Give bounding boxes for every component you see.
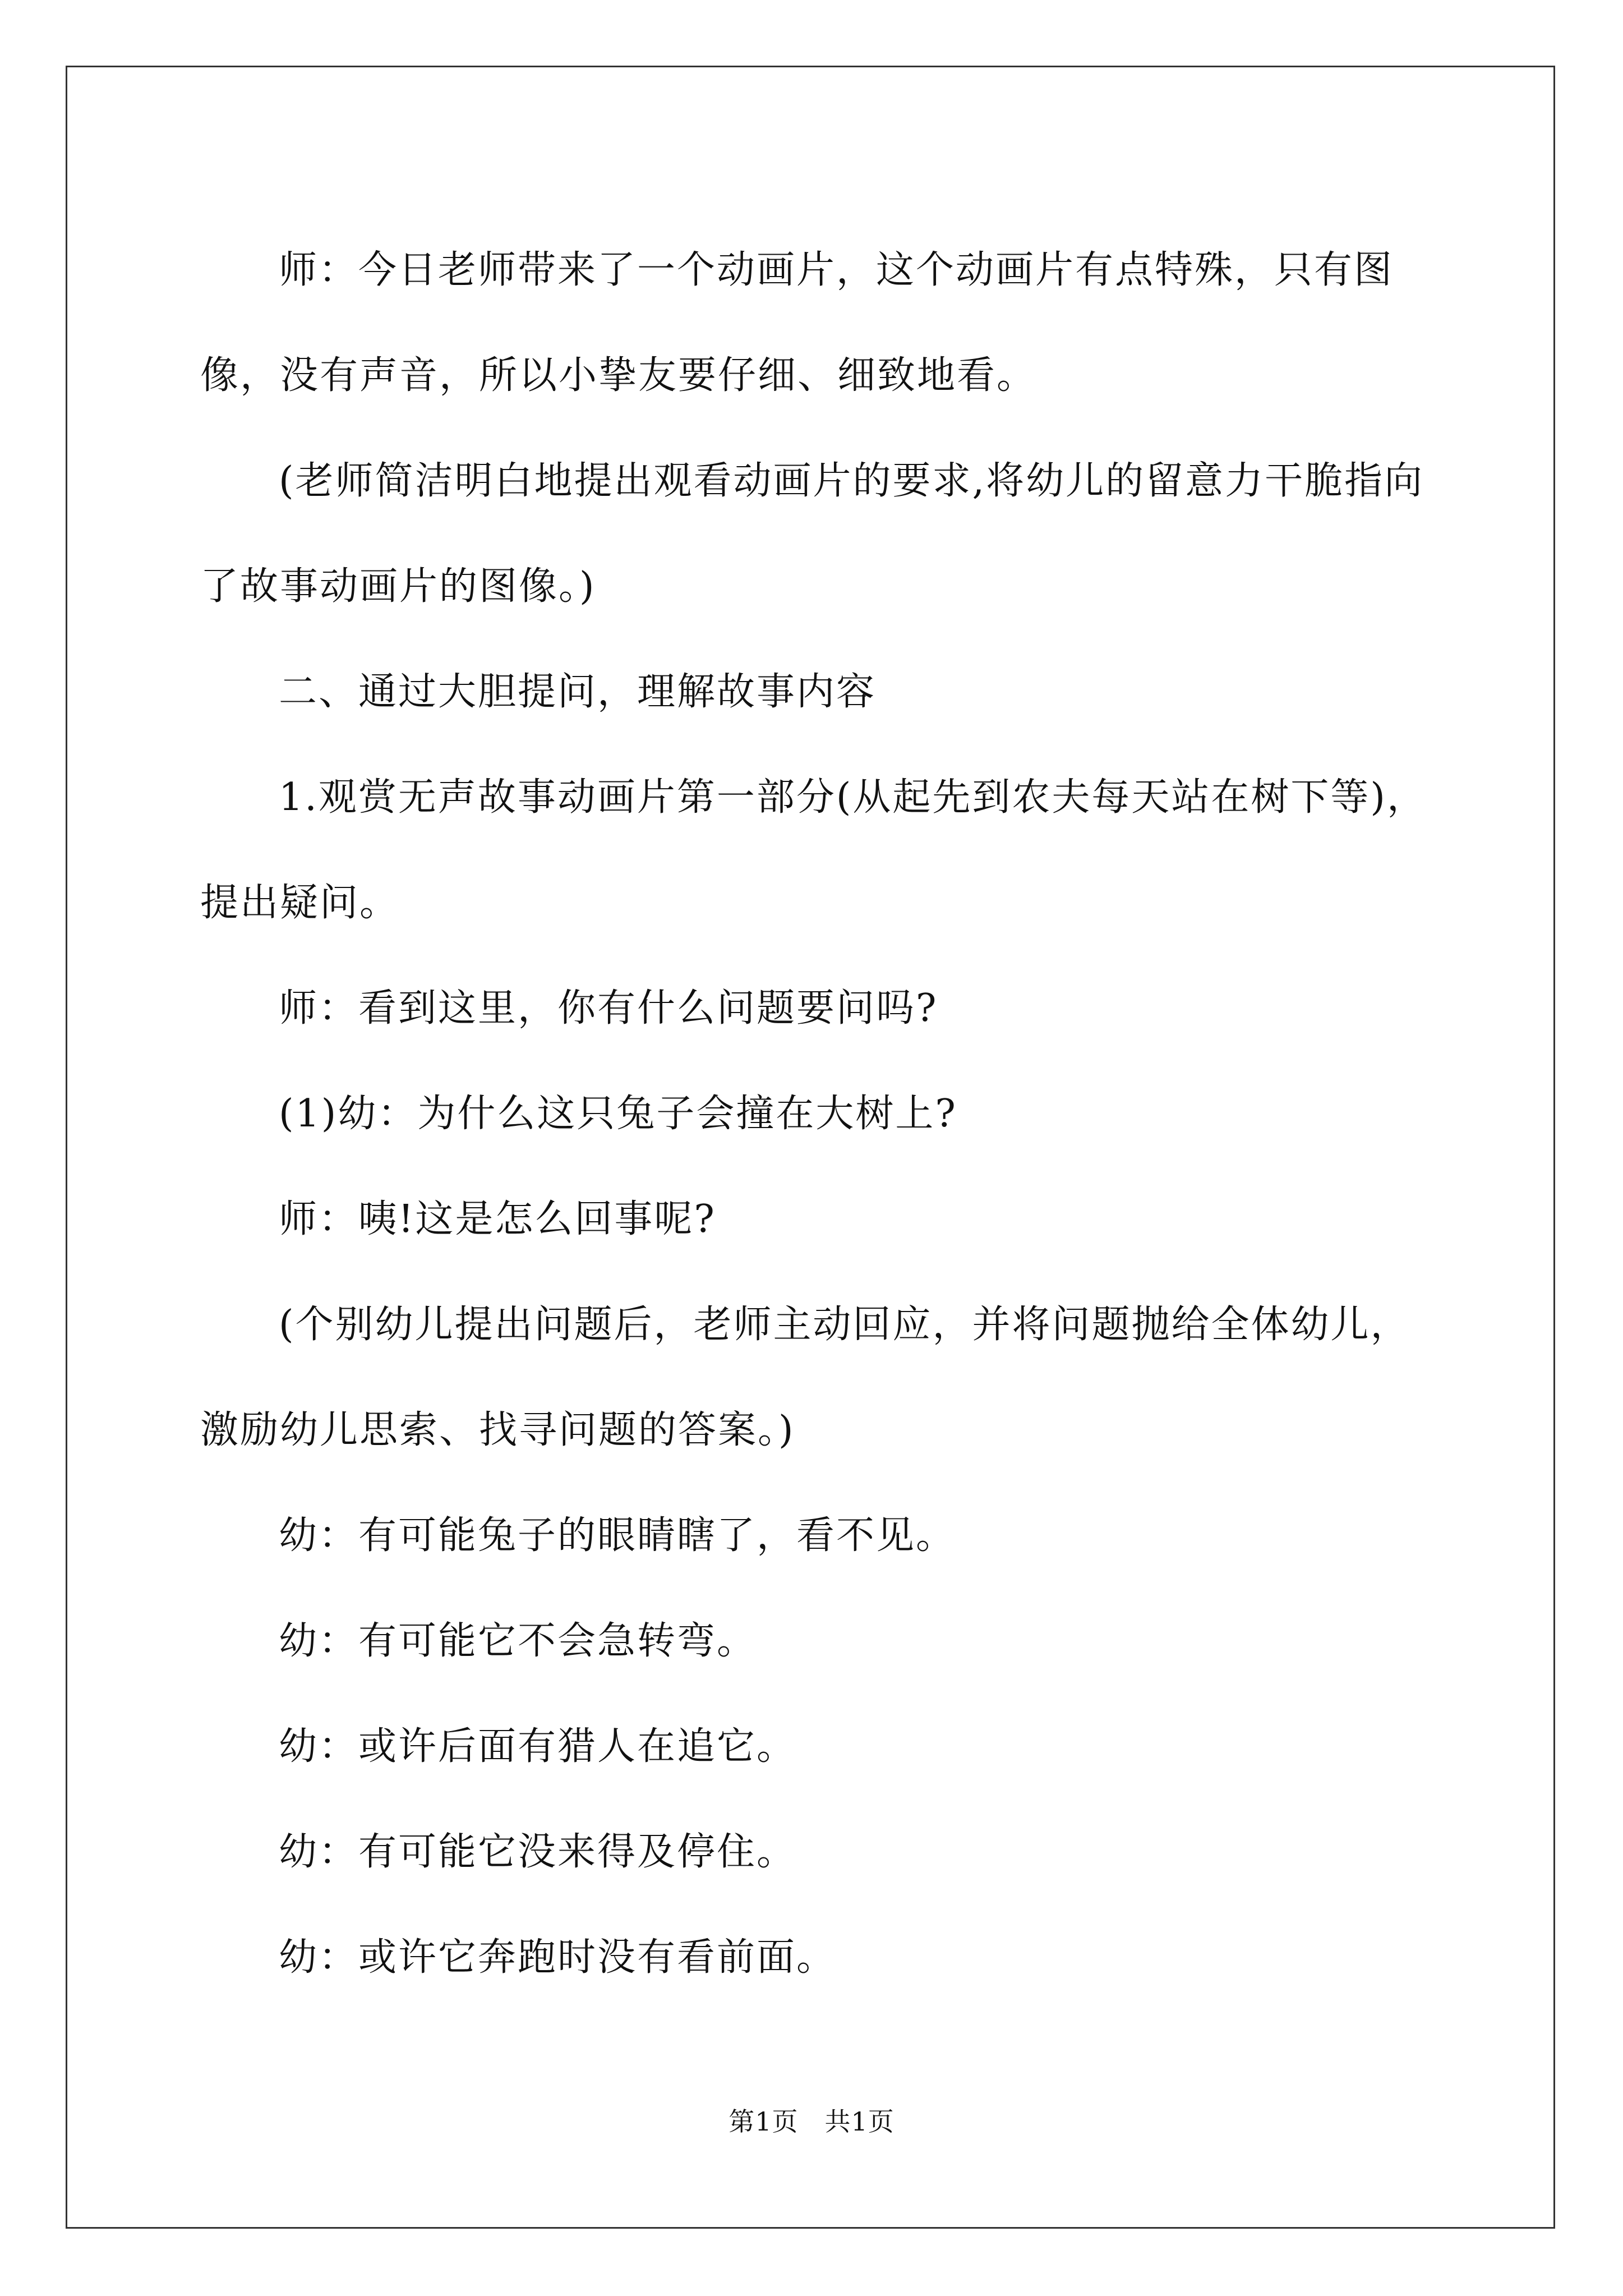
page-number-footer: 第1页 共1页: [728, 2106, 895, 2137]
paragraph-12: 幼：有可能它没来得及停住。: [279, 1830, 797, 1874]
paragraph-6: (1)幼：为什么这只兔子会撞在大树上?: [279, 1092, 957, 1136]
paragraph-11: 幼：或许后面有猎人在追它。: [279, 1724, 797, 1769]
paragraph-2: (老师简洁明白地提出观看动画片的要求,将幼儿的留意力干脆指向了故事动画片的图像。): [200, 459, 1424, 609]
paragraph-13: 幼：或许它奔跑时没有看前面。: [279, 1935, 837, 1980]
paragraph-3: 二、通过大胆提问，理解故事内容: [279, 670, 877, 714]
paragraph-1: 师：今日老师带来了一个动画片，这个动画片有点特殊，只有图像，没有声音，所以小挚友要仔细、细致地看。: [200, 248, 1394, 398]
paragraph-10: 幼：有可能它不会急转弯。: [279, 1619, 757, 1663]
paragraph-7: 师：咦!这是怎么回事呢?: [279, 1197, 716, 1241]
document-body: [200, 218, 1434, 2010]
paragraph-5: 师：看到这里，你有什么问题要问吗?: [279, 986, 938, 1030]
paragraph-9: 幼：有可能兔子的眼睛瞎了，看不见。: [279, 1513, 956, 1558]
paragraph-8: (个别幼儿提出问题后，老师主动回应，并将问题抛给全体幼儿，激励幼儿思索、找寻问题的答案。): [200, 1303, 1410, 1452]
paragraph-4: 1.观赏无声故事动画片第一部分(从起先到农夫每天站在树下等)，提出疑问。: [200, 775, 1427, 925]
